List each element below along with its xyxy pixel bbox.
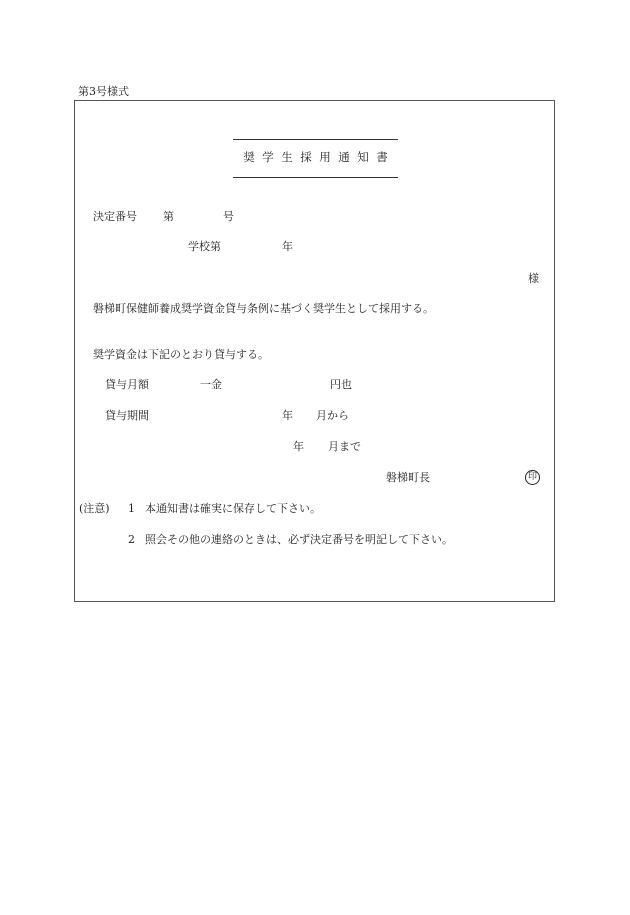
issuer-title: 磐梯町長 [386, 471, 430, 484]
loan-intro: 奨学資金は下記のとおり貸与する。 [93, 348, 269, 361]
notes-label: (注意) [79, 502, 110, 515]
seal-icon: 印 [525, 470, 540, 485]
period-end-year: 年 [293, 440, 304, 453]
loan-period-label: 貸与期間 [105, 409, 149, 422]
decision-number-label: 決定番号 [93, 210, 137, 223]
note-1-number: 1 [128, 502, 135, 515]
period-start-month: 月から [316, 409, 349, 422]
monthly-amount-suffix: 円也 [330, 378, 352, 391]
school-year: 年 [282, 240, 293, 253]
school-label: 学校第 [188, 240, 221, 253]
monthly-amount-prefix: 一金 [200, 378, 222, 391]
note-1-text: 本通知書は確実に保存して下さい。 [145, 502, 321, 515]
period-start-year: 年 [282, 409, 293, 422]
title-rule-bottom [233, 177, 398, 178]
recipient-honorific: 様 [528, 272, 539, 285]
decision-number-go: 号 [223, 210, 234, 223]
note-2-number: 2 [128, 533, 135, 546]
document-title: 奨学生採用通知書 [243, 150, 396, 164]
title-rule-top [233, 139, 398, 140]
adoption-statement: 磐梯町保健師養成奨学資金貸与条例に基づく奨学生として採用する。 [93, 302, 434, 315]
period-end-month: 月まで [328, 440, 361, 453]
note-2-text: 照会その他の連絡のときは、必ず決定番号を明記して下さい。 [145, 533, 453, 546]
form-number: 第3号様式 [78, 85, 129, 98]
monthly-amount-label: 貸与月額 [105, 378, 149, 391]
decision-number-dai: 第 [163, 210, 174, 223]
